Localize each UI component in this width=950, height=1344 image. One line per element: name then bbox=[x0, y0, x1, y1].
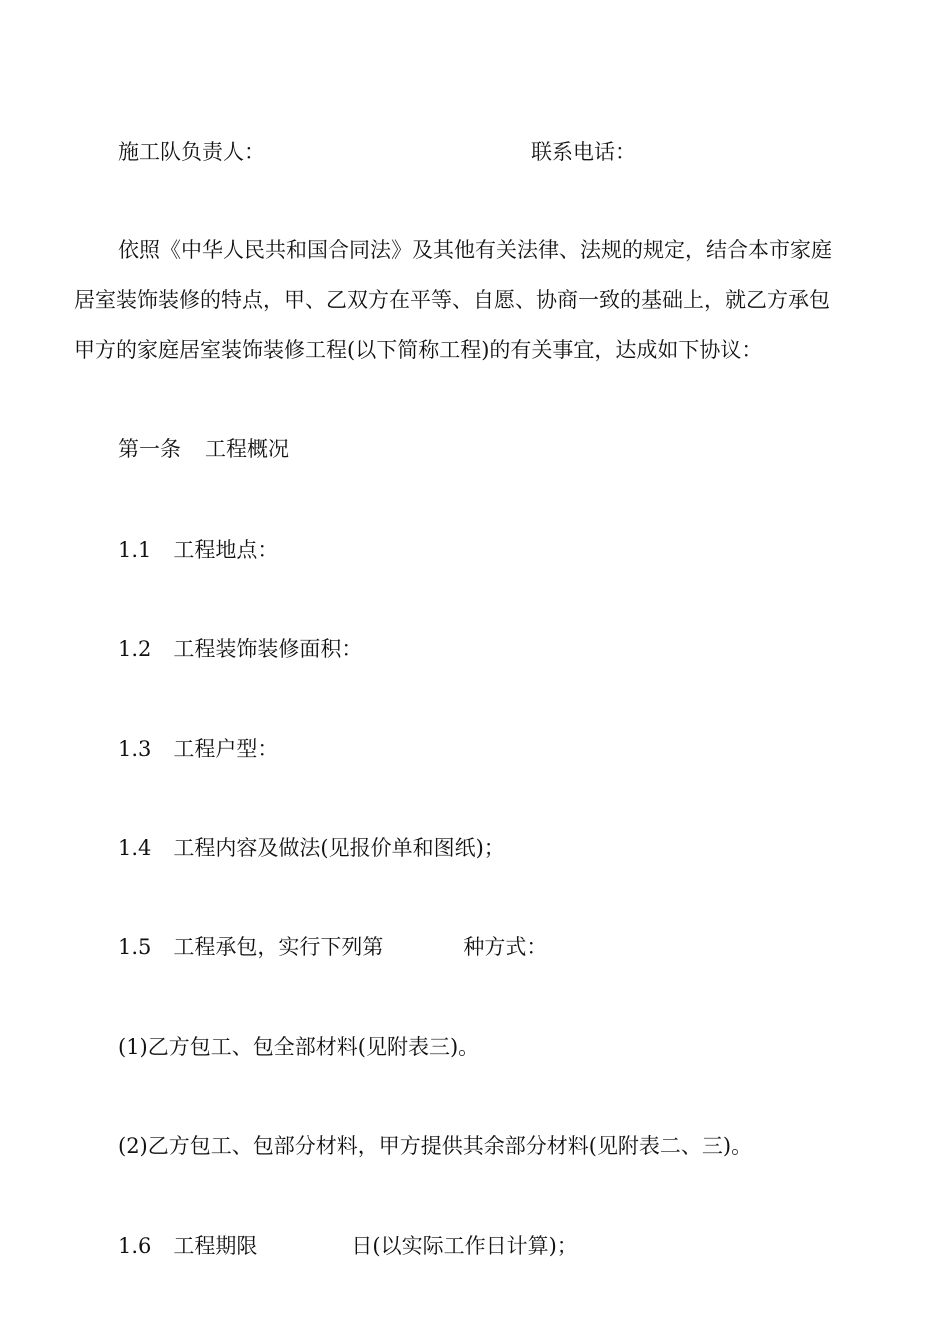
article-number: 第一条 bbox=[118, 437, 181, 461]
clause-1-5 bbox=[118, 937, 547, 958]
article-heading bbox=[118, 439, 289, 460]
clause-text: 工程内容及做法(见报价单和图纸)； bbox=[173, 836, 505, 860]
clause-text-after: 种方式： bbox=[463, 935, 548, 959]
clause-number: 1.4 bbox=[118, 836, 152, 860]
clause-number: 1.5 bbox=[118, 935, 152, 959]
clause-1-4 bbox=[118, 838, 505, 859]
phone-label: 联系电话： bbox=[531, 140, 636, 164]
clause-text-before: 工程期限 bbox=[173, 1234, 258, 1258]
preamble-line-3: 甲方的家庭居室装饰装修工程(以下简称工程)的有关事宜，达成如下协议： bbox=[74, 338, 763, 362]
leader-field bbox=[118, 142, 265, 163]
clause-number: 1.2 bbox=[118, 637, 152, 661]
clause-1-6 bbox=[118, 1236, 578, 1257]
clause-1-2 bbox=[118, 639, 362, 660]
clause-text: 工程装饰装修面积： bbox=[173, 637, 363, 661]
clause-text-before: 工程承包，实行下列第 bbox=[173, 935, 384, 959]
clause-text-after: 日(以实际工作日计算)； bbox=[351, 1234, 578, 1258]
clause-text: 工程户型： bbox=[173, 737, 279, 761]
clause-1-1 bbox=[118, 540, 278, 561]
option-2: (2)乙方包工、包部分材料，甲方提供其余部分材料(见附表二、三)。 bbox=[118, 1134, 753, 1158]
preamble-line-2: 居室装饰装修的特点，甲、乙双方在平等、自愿、协商一致的基础上，就乙方承包 bbox=[74, 288, 830, 312]
clause-number: 1.1 bbox=[118, 538, 152, 562]
article-title: 工程概况 bbox=[205, 437, 289, 461]
clause-text: 工程地点： bbox=[173, 538, 279, 562]
preamble-line-1: 依照《中华人民共和国合同法》及其他有关法律、法规的规定，结合本市家庭 bbox=[118, 238, 832, 262]
leader-label: 施工队负责人： bbox=[118, 140, 265, 164]
phone-field bbox=[531, 142, 636, 163]
clause-1-3 bbox=[118, 739, 278, 760]
option-1: (1)乙方包工、包全部材料(见附表三)。 bbox=[118, 1035, 480, 1059]
clause-number: 1.6 bbox=[118, 1234, 152, 1258]
clause-number: 1.3 bbox=[118, 737, 152, 761]
